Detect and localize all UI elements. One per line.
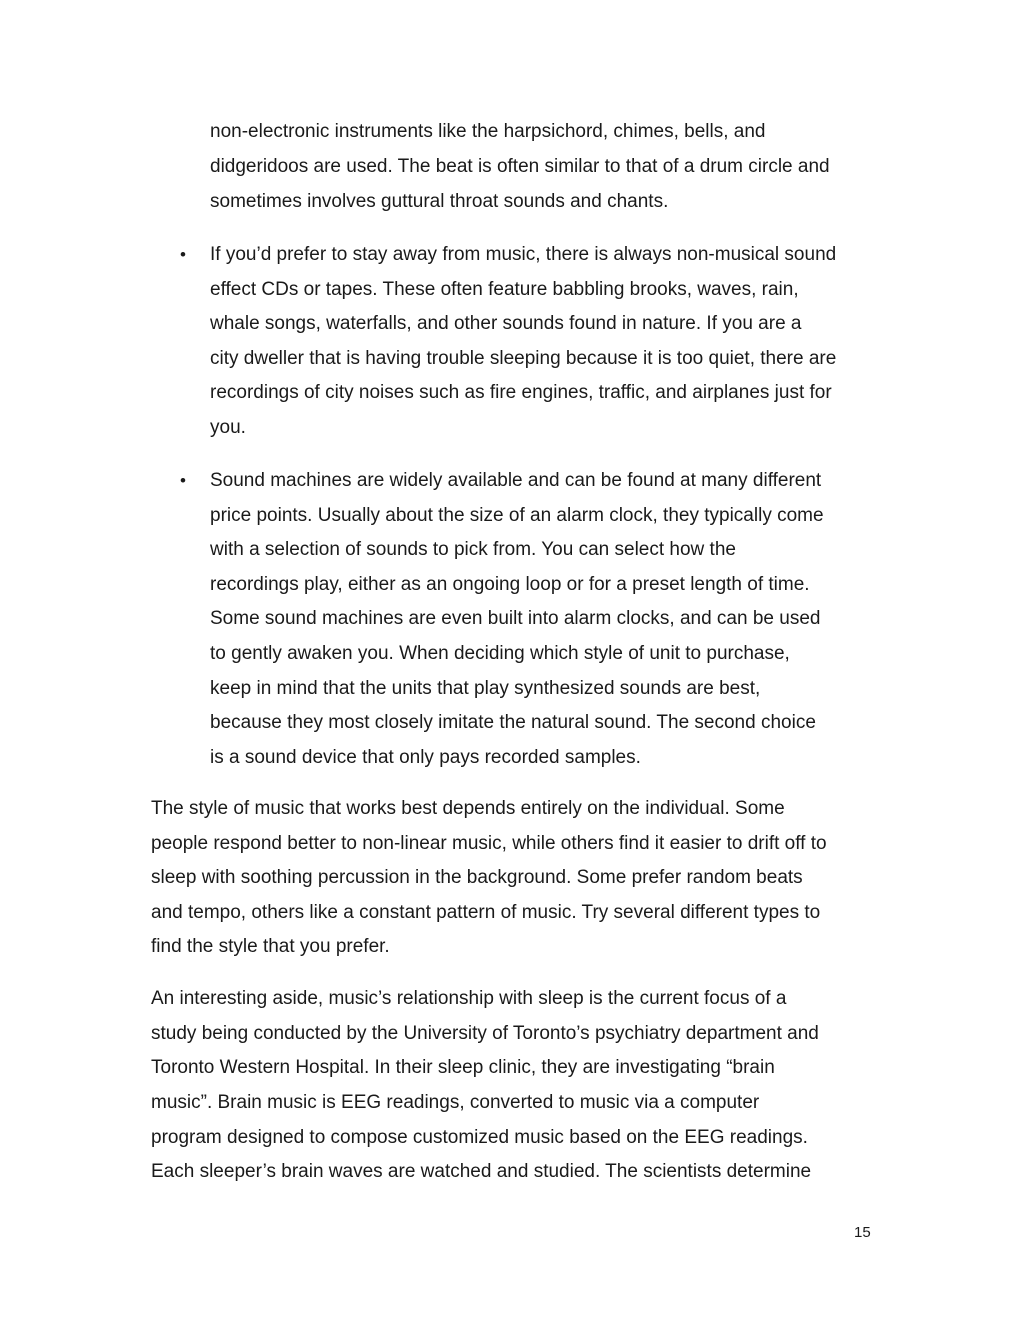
text-line: The style of music that works best depends entirely on the individual. Some bbox=[151, 798, 785, 819]
text-line: to gently awaken you. When deciding which style of unit to purchase, bbox=[210, 643, 790, 664]
text-line: study being conducted by the University of Toronto’s psychiatry department and bbox=[151, 1023, 819, 1044]
text-line: keep in mind that the units that play synthesized sounds are best, bbox=[210, 678, 761, 699]
text-line: city dweller that is having trouble sleeping because it is too quiet, there are bbox=[210, 348, 837, 369]
text-line: find the style that you prefer. bbox=[151, 936, 390, 957]
text-line: whale songs, waterfalls, and other sounds found in nature. If you are a bbox=[210, 313, 802, 334]
bullet-marker: • bbox=[180, 245, 186, 264]
text-line: sometimes involves guttural throat sounds and chants. bbox=[210, 191, 669, 212]
text-line: Sound machines are widely available and can be found at many different bbox=[210, 470, 822, 491]
text-line: didgeridoos are used. The beat is often similar to that of a drum circle and bbox=[210, 156, 830, 177]
text-line: program designed to compose customized music based on the EEG readings. bbox=[151, 1127, 808, 1148]
text-line: Toronto Western Hospital. In their sleep clinic, they are investigating “brain bbox=[151, 1057, 775, 1078]
text-line: Some sound machines are even built into alarm clocks, and can be used bbox=[210, 608, 821, 629]
text-line: price points. Usually about the size of an alarm clock, they typically come bbox=[210, 505, 824, 526]
text-line: sleep with soothing percussion in the background. Some prefer random beats bbox=[151, 867, 803, 888]
text-line: recordings of city noises such as fire engines, traffic, and airplanes just for bbox=[210, 382, 832, 403]
text-line: Each sleeper’s brain waves are watched and studied. The scientists determine bbox=[151, 1161, 812, 1182]
text-line: with a selection of sounds to pick from. You can select how the bbox=[210, 539, 736, 560]
text-line: and tempo, others like a constant pattern of music. Try several different types to bbox=[151, 902, 821, 923]
text-line: you. bbox=[210, 417, 246, 438]
text-line: recordings play, either as an ongoing loop or for a preset length of time. bbox=[210, 574, 810, 595]
page-number: 15 bbox=[854, 1224, 871, 1241]
text-line: is a sound device that only pays recorded samples. bbox=[210, 747, 641, 768]
text-line: If you’d prefer to stay away from music, there is always non-musical sound bbox=[210, 244, 837, 265]
bullet-marker: • bbox=[180, 471, 186, 490]
text-line: non-electronic instruments like the harpsichord, chimes, bells, and bbox=[210, 121, 766, 142]
text-line: because they most closely imitate the natural sound. The second choice bbox=[210, 712, 816, 733]
text-line: people respond better to non-linear music, while others find it easier to drift off to bbox=[151, 833, 827, 854]
text-line: effect CDs or tapes. These often feature babbling brooks, waves, rain, bbox=[210, 279, 799, 300]
text-line: music”. Brain music is EEG readings, converted to music via a computer bbox=[151, 1092, 760, 1113]
text-line: An interesting aside, music’s relationship with sleep is the current focus of a bbox=[151, 988, 787, 1009]
